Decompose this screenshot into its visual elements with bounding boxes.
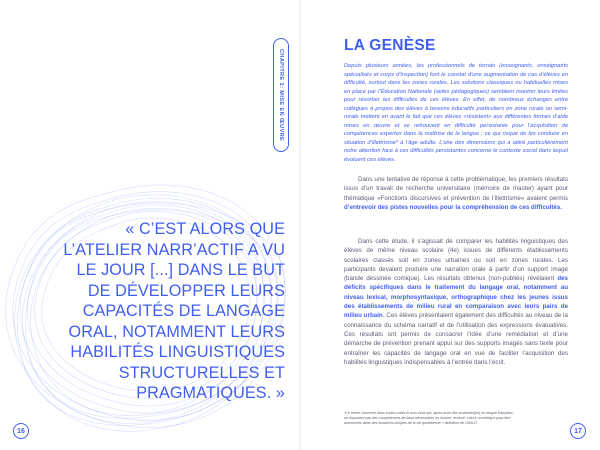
body-paragraph-2	[344, 237, 568, 367]
chapter-tab-label: CHAPITRE 1: MISE EN ŒUVRE	[278, 48, 284, 142]
footnote: *Ce terme concerne dans toutes cotes et tous ceux qui, après avoir été scolarisés(es) en langue française, ne disposent pas des compétences de base nécessaires en lecture, écriture, calcul, numérique pour être autonomes dans des situations simples de la vie quotidienne » définition de l’ANLCI	[344, 411, 514, 425]
paragraph-1-text: Dans une tentative de réponse à cette problématique, les premiers résultats issus d’un travail de recherche universitaire (mémoire de master) ayant pour thématique «Fonctions discursives et prévention de l’illettrisme» avaient permis	[344, 176, 568, 202]
pull-quote: « C’EST ALORS QUE L’ATELIER NARR’ACTIF A VU LE JOUR [...] DANS LE BUT DE DÉVELOPPER LEURS CAPACITÉS DE LANGAGE ORAL, NOTAMMENT LEURS HABILITÉS LINGUISTIQUES STRUCTURELLES ET PRAGMATIQUES. »	[63, 220, 285, 402]
body-paragraph-1	[344, 175, 568, 212]
paragraph-2-highlight: des déficits spécifiques dans le traitement du langage oral, notamment au niveau lexical, morphosyntaxique, orthographique chez les jeunes issus des établissements de milieu rural en comparaison avec leurs pairs de milieu urbain	[344, 275, 568, 320]
page-number-left: 16	[13, 423, 29, 439]
chapter-side-tab	[273, 38, 289, 152]
left-page	[0, 0, 299, 450]
page-number-right: 17	[570, 423, 586, 439]
paragraph-2-text-a: Dans cette étude, il s’agissait de comparer les habilités linguistiques des élèves de même niveau scolaire (4e) issues de différents établissements scolaires classés soit en zones urbaines ou soit en zones rurales. Les participants devaient produire une narration orale à partir d’un support imagé (bande dessinée comique). Les résultats obtenus (non-publiés) révélaient	[344, 238, 568, 283]
right-page	[301, 0, 600, 450]
intro-paragraph: Depuis plusieurs années, les professionnels de terrain (enseignants, enseignants spécialisés et corps d’inspection) font le constat d’une augmentation de cas d’élèves en difficulté, surtout dans les zones rurales. Les solutions classiques ou habituelles mises en place par l’Éducation Nationale (aides pédagogiques) semblent montrer leurs limites pour résorber les difficultés de ces élèves. En effet, de nombreux échanges entre collègues à propos des élèves à besoins éducatifs particuliers en zone rurale ou semi-rurale mettent en avant le fait que ces élèves «résistent» aux différentes formes d’aide mises en œuvre et se retrouvent en difficulté persistante pour l’acquisition de compétences expertes dans la maîtrise de la langue ; ce qui risque de les conduire en situation d’illettrisme* à l’âge adulte. L’une des dimensions qui a attiré particulièrement notre attention face à ces difficultés persistantes concerne le contexte social dans lequel évoluent ces élèves.	[344, 63, 568, 163]
section-title: LA GENÈSE	[344, 37, 436, 54]
paragraph-2-text-b: . Ces élèves présentaient également des difficultés au niveau de la connaissance du schéma narratif et de l’utilisation des expressions évaluatives. Ces résultats ont permis de consacrer l’idée d’une remédiation et d’une démarche de prévention prenant appui sur des supports imagés sans texte pour entraîner les capacités de langage oral en vue de faciliter l’acquisition des habilités linguistiques indispensables à l’entrée dans l’écrit.	[344, 312, 568, 366]
paragraph-1-highlight: d’entrevoir des pistes nouvelles pour la compréhension de ces difficultés.	[344, 203, 562, 211]
